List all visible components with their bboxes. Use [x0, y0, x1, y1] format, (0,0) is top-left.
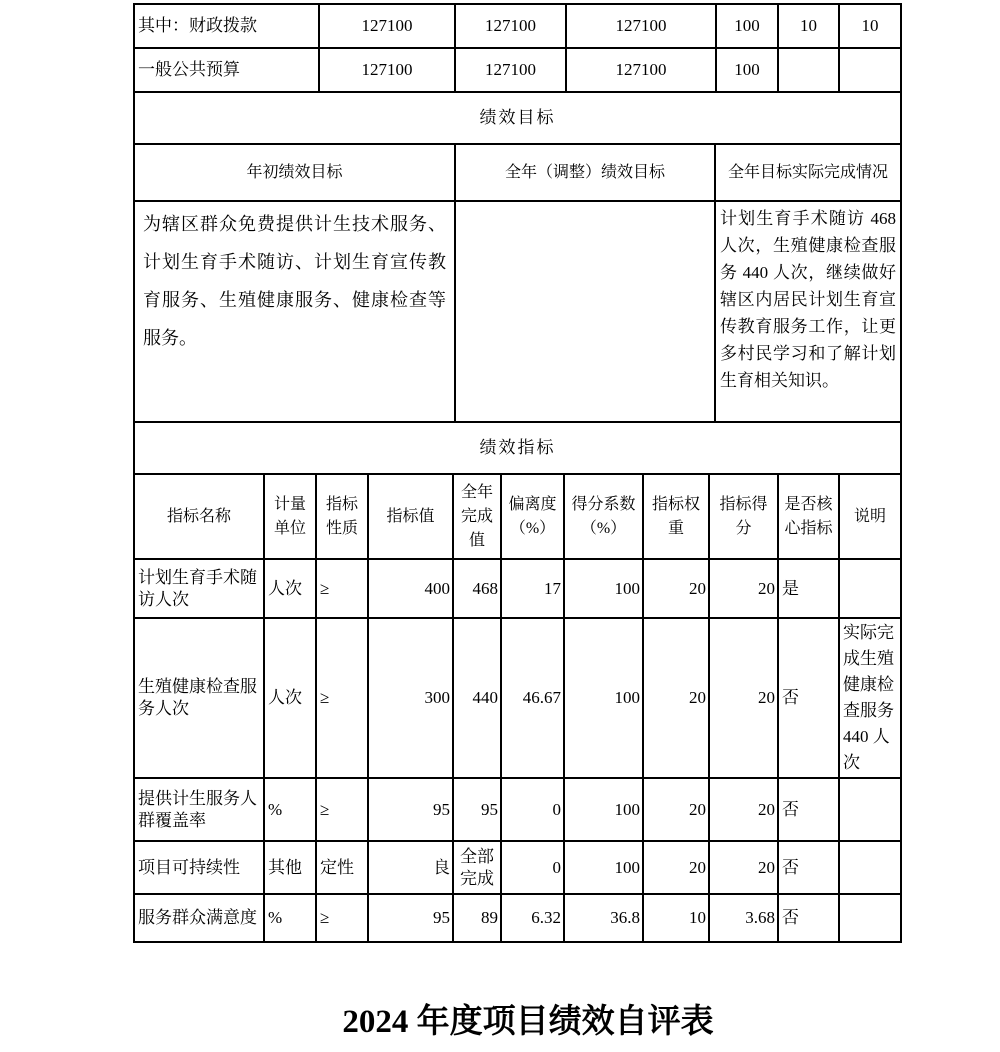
self-evaluation-sheet — [133, 3, 900, 943]
indicator-weight: 20 — [643, 559, 709, 618]
header-completed-value: 全年完成值 — [453, 474, 501, 559]
indicator-deviation: 0 — [501, 841, 564, 894]
indicator-name: 服务群众满意度 — [134, 894, 264, 942]
indicator-unit: 人次 — [264, 618, 316, 778]
funding-row-fiscal — [134, 4, 901, 48]
indicator-target-value: 95 — [368, 778, 453, 841]
indicator-nature: 定性 — [316, 841, 368, 894]
indicator-row — [134, 559, 901, 618]
funding-label: 其中：财政拨款 — [134, 4, 319, 48]
indicator-core-flag: 否 — [778, 618, 839, 778]
indicator-target-value: 95 — [368, 894, 453, 942]
goals-header-annual: 年初绩效目标 — [134, 144, 455, 201]
indicator-score-coefficient: 100 — [564, 618, 643, 778]
indicator-score-coefficient: 100 — [564, 841, 643, 894]
indicator-weight: 20 — [643, 618, 709, 778]
indicator-weight: 20 — [643, 778, 709, 841]
indicator-deviation: 0 — [501, 778, 564, 841]
adjusted-goal-text — [455, 201, 715, 422]
header-core-indicator: 是否核心指标 — [778, 474, 839, 559]
indicators-section-title-row — [134, 422, 901, 474]
funding-score: 10 — [839, 4, 901, 48]
indicator-deviation: 46.67 — [501, 618, 564, 778]
funding-label: 一般公共预算 — [134, 48, 319, 92]
indicator-unit: 人次 — [264, 559, 316, 618]
indicators-table — [133, 421, 902, 943]
indicator-score: 20 — [709, 618, 778, 778]
header-deviation: 偏离度（%） — [501, 474, 564, 559]
indicator-weight: 20 — [643, 841, 709, 894]
header-score: 指标得分 — [709, 474, 778, 559]
indicator-remark — [839, 894, 901, 942]
indicator-row — [134, 618, 901, 778]
indicator-target-value: 400 — [368, 559, 453, 618]
indicator-nature: ≥ — [316, 618, 368, 778]
indicator-name: 计划生育手术随访人次 — [134, 559, 264, 618]
goals-table — [133, 91, 902, 423]
indicator-score: 3.68 — [709, 894, 778, 942]
indicator-completed-value: 468 — [453, 559, 501, 618]
indicator-target-value: 良 — [368, 841, 453, 894]
indicator-core-flag: 否 — [778, 894, 839, 942]
funding-rate: 100 — [716, 48, 778, 92]
indicator-deviation: 17 — [501, 559, 564, 618]
goals-section-title-row — [134, 92, 901, 144]
indicator-score: 20 — [709, 778, 778, 841]
goals-section-title: 绩效目标 — [134, 92, 901, 144]
indicator-deviation: 6.32 — [501, 894, 564, 942]
indicator-completed-value: 全部完成 — [453, 841, 501, 894]
funding-budget-value: 127100 — [319, 4, 455, 48]
indicator-weight: 10 — [643, 894, 709, 942]
indicator-remark — [839, 559, 901, 618]
funding-actual-value: 127100 — [566, 48, 716, 92]
indicator-remark — [839, 841, 901, 894]
indicator-score-coefficient: 36.8 — [564, 894, 643, 942]
indicator-nature: ≥ — [316, 778, 368, 841]
goals-header-actual: 全年目标实际完成情况 — [715, 144, 901, 201]
indicator-row — [134, 894, 901, 942]
indicator-row — [134, 778, 901, 841]
goals-header-row — [134, 144, 901, 201]
indicator-score: 20 — [709, 841, 778, 894]
funding-actual-value: 127100 — [566, 4, 716, 48]
header-weight: 指标权重 — [643, 474, 709, 559]
funding-weight: 10 — [778, 4, 839, 48]
header-score-coefficient: 得分系数（%） — [564, 474, 643, 559]
header-remark: 说明 — [839, 474, 901, 559]
annual-goal-text: 为辖区群众免费提供计生技术服务、计划生育手术随访、计划生育宣传教育服务、生殖健康服务、健康检查等服务。 — [134, 201, 455, 422]
indicator-name: 提供计生服务人群覆盖率 — [134, 778, 264, 841]
goals-content-row — [134, 201, 901, 422]
goals-header-adjusted: 全年（调整）绩效目标 — [455, 144, 715, 201]
indicator-nature: ≥ — [316, 894, 368, 942]
indicators-header-row — [134, 474, 901, 559]
indicator-unit: % — [264, 894, 316, 942]
header-indicator-name: 指标名称 — [134, 474, 264, 559]
funding-adjusted-value: 127100 — [455, 48, 566, 92]
funding-row-public-budget — [134, 48, 901, 92]
funding-score — [839, 48, 901, 92]
header-unit: 计量单位 — [264, 474, 316, 559]
header-target-value: 指标值 — [368, 474, 453, 559]
indicator-completed-value: 440 — [453, 618, 501, 778]
funding-table — [133, 3, 902, 93]
indicator-core-flag: 否 — [778, 841, 839, 894]
indicator-unit: 其他 — [264, 841, 316, 894]
funding-budget-value: 127100 — [319, 48, 455, 92]
indicator-unit: % — [264, 778, 316, 841]
actual-completion-text: 计划生育手术随访 468 人次，生殖健康检查服务 440 人次，继续做好辖区内居民计划生育宣传教育服务工作，让更多村民学习和了解计划生育相关知识。 — [715, 201, 901, 422]
funding-rate: 100 — [716, 4, 778, 48]
indicator-nature: ≥ — [316, 559, 368, 618]
indicator-core-flag: 是 — [778, 559, 839, 618]
header-nature: 指标性质 — [316, 474, 368, 559]
indicators-section-title: 绩效指标 — [134, 422, 901, 474]
indicator-target-value: 300 — [368, 618, 453, 778]
indicator-core-flag: 否 — [778, 778, 839, 841]
indicator-remark — [839, 778, 901, 841]
indicator-score: 20 — [709, 559, 778, 618]
indicator-remark: 实际完成生殖健康检查服务 440 人次 — [839, 618, 901, 778]
page-title: 2024 年度项目绩效自评表 — [342, 1004, 714, 1040]
indicator-completed-value: 89 — [453, 894, 501, 942]
indicator-score-coefficient: 100 — [564, 559, 643, 618]
indicator-name: 项目可持续性 — [134, 841, 264, 894]
funding-weight — [778, 48, 839, 92]
indicator-score-coefficient: 100 — [564, 778, 643, 841]
indicator-row — [134, 841, 901, 894]
indicator-name: 生殖健康检查服务人次 — [134, 618, 264, 778]
funding-adjusted-value: 127100 — [455, 4, 566, 48]
indicator-completed-value: 95 — [453, 778, 501, 841]
